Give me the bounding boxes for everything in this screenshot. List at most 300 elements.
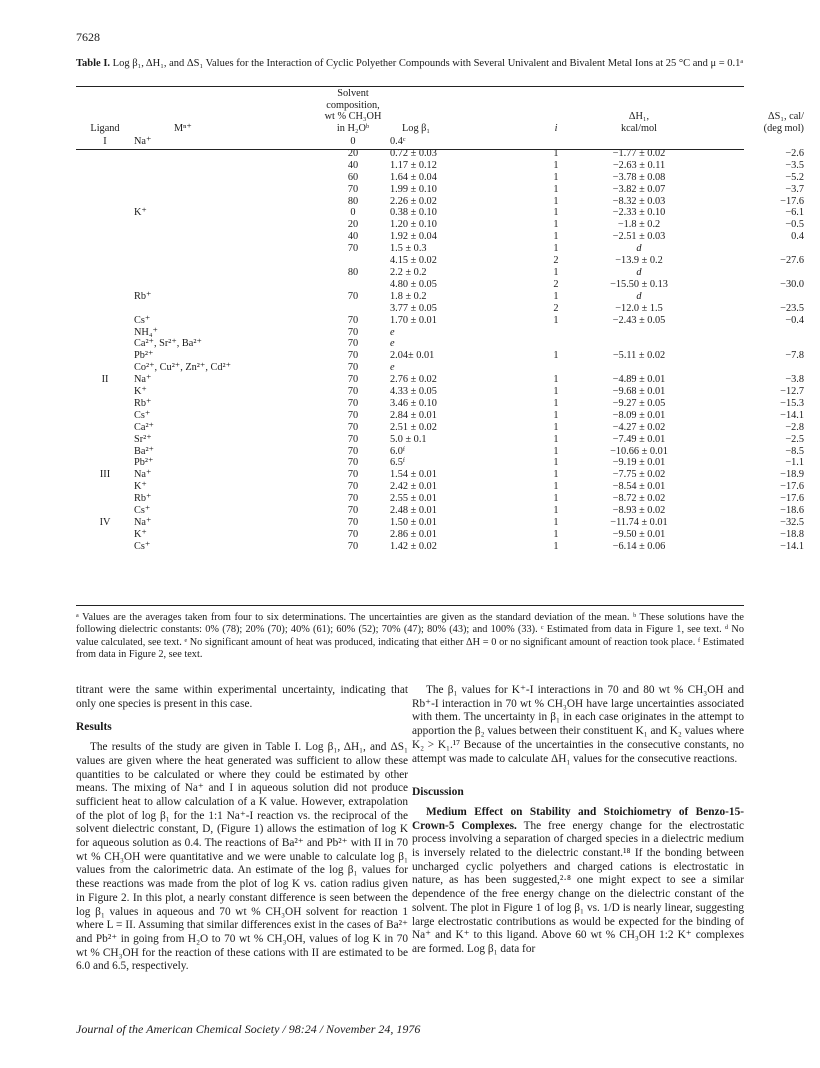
cell-dh: −2.33 ± 0.10: [612, 207, 666, 219]
cell-i: 1: [553, 505, 559, 517]
cell-ion: [134, 267, 324, 279]
cell-ligand: [76, 386, 134, 398]
table-row: [76, 517, 818, 529]
cell-ion: Cs⁺: [134, 314, 151, 326]
cell-dh: −13.9 ± 0.2: [615, 255, 663, 267]
cell-i: 1: [553, 469, 559, 481]
cell-dh: [584, 362, 694, 374]
table-row: [76, 291, 818, 303]
header-i: i: [554, 122, 558, 134]
cell-ligand: [76, 303, 134, 315]
cell-solvent: 70: [347, 457, 359, 469]
cell-ligand: [76, 184, 134, 196]
cell-solvent: 70: [347, 469, 359, 481]
cell-dh: −8.54 ± 0.01: [612, 481, 666, 493]
cell-ds: −2.5: [785, 433, 804, 445]
cell-ligand: [76, 291, 134, 303]
cell-ion: Pb²⁺: [134, 457, 154, 469]
table-header-row: [76, 88, 818, 136]
cell-solvent: 70: [347, 374, 359, 386]
cell-ds: −15.3: [780, 397, 804, 409]
cell-ligand: [76, 172, 134, 184]
cell-i: 1: [553, 421, 559, 433]
cell-ligand: [76, 196, 134, 208]
cell-ds: −32.5: [780, 517, 804, 528]
cell-i: 1: [553, 314, 559, 326]
cell-i: 1: [553, 147, 559, 159]
table-row: [76, 184, 818, 196]
cell-ds: −12.7: [780, 386, 804, 398]
cell-solvent: [324, 303, 382, 315]
cell-ds: −14.1: [780, 540, 804, 552]
cell-logb: 2.86 ± 0.01: [390, 528, 437, 540]
cell-ds: [694, 267, 818, 279]
cell-solvent: 60: [347, 171, 359, 183]
cell-i: 1: [553, 540, 559, 552]
cell-i: 1: [553, 481, 559, 493]
table-row: [76, 469, 818, 481]
cell-solvent: 70: [347, 409, 359, 421]
header-ion: Mⁿ⁺: [174, 122, 192, 134]
cell-solvent: 70: [347, 243, 359, 255]
cell-solvent: 70: [347, 326, 359, 338]
cell-ds: −3.7: [785, 183, 804, 195]
cell-solvent: 70: [347, 314, 359, 326]
cell-ds: −18.8: [780, 528, 804, 540]
discussion-paragraph: [412, 806, 744, 957]
cell-logb: 1.54 ± 0.01: [390, 469, 437, 481]
discussion-subheading: Medium Effect on Stability and Stoichiometry of Benzo-15-Crown-5 Complexes.: [412, 805, 744, 832]
cell-logb: 1.8 ± 0.2: [390, 290, 427, 302]
cell-ligand: [76, 422, 134, 434]
cell-ds: [694, 338, 818, 350]
cell-ion: Na⁺: [134, 136, 152, 147]
cell-ligand: I: [103, 136, 107, 147]
cell-solvent: 70: [347, 183, 359, 195]
table-body: [76, 136, 818, 553]
cell-dh: −7.75 ± 0.02: [612, 469, 666, 481]
cell-logb: 2.2 ± 0.2: [390, 266, 427, 278]
cell-solvent: 70: [347, 505, 359, 517]
table-row: [76, 136, 818, 148]
cell-solvent: 40: [347, 159, 359, 171]
cell-i: 1: [553, 290, 559, 302]
journal-footer: Journal of the American Chemical Society / 98:24 / November 24, 1976: [76, 1022, 421, 1036]
table-top-rule: [76, 86, 744, 87]
cell-logb: 2.26 ± 0.02: [390, 195, 437, 207]
cell-solvent: 70: [347, 528, 359, 540]
cell-logb: 0.72 ± 0.03: [390, 147, 437, 159]
cell-dh: −9.50 ± 0.01: [612, 528, 666, 540]
cell-ds: −7.8: [785, 350, 804, 362]
cell-logb: 1.5 ± 0.3: [390, 243, 427, 255]
cell-ligand: [76, 327, 134, 339]
cell-ion: K⁺: [134, 481, 147, 493]
cell-ds: [694, 362, 818, 374]
cell-ion: Cs⁺: [134, 540, 151, 552]
cell-i: 1: [553, 433, 559, 445]
cell-dh: −11.74 ± 0.01: [610, 517, 668, 528]
table-row: [76, 457, 818, 469]
cell-logb: 2.84 ± 0.01: [390, 409, 437, 421]
results-paragraph: The results of the study are given in Table I. Log β₁, ΔH₁, and ΔS₁ values are given where the heat generated was sufficient to allow these quantities to be calculated or where they could be estimated by other means. The mixing of Na⁺ and I in aqueous solution did not produce sufficient heat to allow calculation of a K value. However, extrapolation of the plot of log β₁ for the 1:1 Na⁺-I reaction vs. the reciprocal of the solvent dielectric constant, D, (Figure 1) allows the estimation of log K for aqueous solution as 0.4. The reactions of Ba²⁺ and Pb²⁺ with II in 70 wt % CH₃OH were quantitative and we were unable to calculate log β₁ values from the calorimetric data. An estimate of the log β₁ values for these reactions was made from the plot of log K vs. cation radius given in Figure 2. In this plot, a nearly constant difference is seen between the log β₁ values in aqueous and 70 wt % CH₃OH solvent for reaction 1 where L = II. Assuming that similar differences exist in the cases of Ba²⁺ and Pb²⁺ in going from H₂O to 70 wt % CH₃OH, values of log K in 70 wt % CH₃OH for the reaction of these cations with II are estimated to be 6.0 and 6.5, respectively.: [76, 741, 408, 973]
cell-i: 2: [553, 255, 559, 267]
cell-ligand: [76, 446, 134, 458]
header-ds: ΔS₁, cal/ (deg mol): [763, 111, 804, 134]
cell-logb: 2.04± 0.01: [390, 350, 435, 362]
cell-dh: −15.50 ± 0.13: [610, 278, 668, 290]
cell-ion: [134, 184, 324, 196]
cell-ds: −18.9: [780, 469, 804, 481]
cell-dh: −9.27 ± 0.05: [612, 397, 666, 409]
cell-logb: 0.38 ± 0.10: [390, 207, 437, 219]
cell-ion: [134, 303, 324, 315]
table-row: [76, 541, 818, 553]
cell-solvent: 80: [347, 195, 359, 207]
cell-solvent: 20: [347, 147, 359, 159]
cell-logb: 4.15 ± 0.02: [390, 255, 437, 267]
cell-solvent: 70: [347, 338, 359, 350]
cell-ion: Cs⁺: [134, 505, 151, 517]
cell-dh: −7.49 ± 0.01: [612, 433, 666, 445]
cell-ion: Rb⁺: [134, 290, 152, 302]
cell-logb: 1.20 ± 0.10: [390, 219, 437, 231]
cell-dh: −5.11 ± 0.02: [612, 350, 666, 362]
cell-ion: Na⁺: [134, 517, 152, 528]
table-row: [76, 303, 818, 315]
cell-dh: [584, 338, 694, 350]
cell-ds: −6.1: [785, 207, 804, 219]
table-row: [76, 398, 818, 410]
cell-dh: −8.93 ± 0.02: [612, 505, 666, 517]
cell-logb: e: [390, 338, 395, 350]
cell-i: [528, 362, 584, 374]
cell-dh: −12.0 ± 1.5: [615, 302, 663, 314]
cell-ds: 0.4: [791, 231, 804, 243]
cell-ds: −30.0: [780, 278, 804, 290]
cell-solvent: [324, 279, 382, 291]
cell-ion: [134, 255, 324, 267]
cell-i: 1: [553, 493, 559, 505]
table-row: [76, 481, 818, 493]
cell-ligand: [76, 315, 134, 327]
cell-dh: −3.82 ± 0.07: [612, 183, 666, 195]
table-row: [76, 243, 818, 255]
cell-ds: −8.5: [785, 445, 804, 457]
cell-ds: [694, 136, 818, 148]
cell-ligand: [76, 541, 134, 553]
cell-ligand: III: [99, 469, 111, 481]
cell-ds: −18.6: [780, 505, 804, 517]
cell-ligand: [76, 362, 134, 374]
cell-i: 1: [553, 350, 559, 362]
table-row: [76, 493, 818, 505]
table-row: [76, 505, 818, 517]
cell-solvent: 70: [347, 290, 359, 302]
cell-ion: Na⁺: [134, 374, 152, 386]
cell-i: 1: [553, 397, 559, 409]
table-row: [76, 374, 818, 386]
cell-logb: 1.50 ± 0.01: [390, 517, 437, 528]
cell-ligand: [76, 219, 134, 231]
cell-logb: e: [390, 326, 395, 338]
cell-solvent: 70: [347, 362, 359, 374]
cell-solvent: 70: [347, 517, 359, 528]
table-row: [76, 255, 818, 267]
cell-ligand: [76, 160, 134, 172]
cell-ds: −17.6: [780, 493, 804, 505]
table-row: [76, 231, 818, 243]
intro-paragraph: titrant were the same within experimental uncertainty, indicating that only one species is present in this case.: [76, 684, 408, 710]
cell-ligand: II: [101, 374, 109, 386]
cell-i: [528, 338, 584, 350]
discussion-text: The free energy change for the electrostatic process involving a separation of charged species in a dielectric medium is inversely related to the dielectric constant.¹⁸ If the bonding between uncharged cyclic polyethers and charged cations is electrostatic in nature, as has been suggested,²·⁸ one might expect to see a similar dependence of the free energy change on the dielectric constant of the solvent. The plot in Figure 1 of log β₁ vs. 1/D is nearly linear, suggesting large electrostatic contributions as would be expected for the binding of Na⁺ and K⁺ to this ligand. Above 60 wt % CH₃OH 1:2 K⁺ complexes are formed. Log β₁ data for: [412, 819, 745, 955]
header-ligand: Ligand: [90, 122, 120, 134]
cell-i: 1: [553, 457, 559, 469]
cell-i: 1: [553, 231, 559, 243]
cell-i: 1: [553, 243, 559, 255]
table-row: [76, 327, 818, 339]
table-row: [76, 279, 818, 291]
cell-solvent: 70: [347, 481, 359, 493]
table-header-rule: [76, 149, 744, 150]
cell-i: 1: [553, 159, 559, 171]
cell-i: 1: [553, 374, 559, 386]
cell-dh: −8.09 ± 0.01: [612, 409, 666, 421]
cell-solvent: 70: [347, 493, 359, 505]
table-row: [76, 207, 818, 219]
cell-solvent: 40: [347, 231, 359, 243]
cell-solvent: 70: [347, 397, 359, 409]
header-dh: ΔH₁, kcal/mol: [620, 111, 658, 134]
table-row: [76, 386, 818, 398]
cell-ion: Rb⁺: [134, 493, 152, 505]
table-row: [76, 434, 818, 446]
cell-dh: −1.77 ± 0.02: [612, 147, 666, 159]
cell-ion: Ca²⁺: [134, 421, 154, 433]
cell-logb: 2.51 ± 0.02: [390, 421, 437, 433]
cell-dh: −4.27 ± 0.02: [612, 421, 666, 433]
cell-ligand: [76, 207, 134, 219]
cell-i: 1: [553, 517, 559, 528]
table-row: [76, 172, 818, 184]
cell-logb: 2.55 ± 0.01: [390, 493, 437, 505]
cell-ion: Pb²⁺: [134, 350, 154, 362]
cell-ligand: [76, 243, 134, 255]
cell-dh: −3.78 ± 0.08: [612, 171, 666, 183]
cell-dh: −1.8 ± 0.2: [617, 219, 661, 231]
cell-ligand: [76, 410, 134, 422]
table-row: [76, 529, 818, 541]
cell-logb: 6.5ᶠ: [390, 457, 406, 469]
cell-ion: Sr²⁺: [134, 433, 152, 445]
cell-logb: 2.48 ± 0.01: [390, 505, 437, 517]
cell-ion: Ba²⁺: [134, 445, 154, 457]
cell-ion: [134, 172, 324, 184]
cell-i: 1: [553, 171, 559, 183]
cell-solvent: 70: [347, 445, 359, 457]
cell-i: 1: [553, 409, 559, 421]
cell-solvent: 70: [347, 386, 359, 398]
cell-solvent: 70: [347, 350, 359, 362]
table-caption: [76, 58, 744, 70]
cell-dh: −4.89 ± 0.01: [612, 374, 666, 386]
cell-ion: [134, 243, 324, 255]
cell-i: 2: [553, 278, 559, 290]
cell-ion: [134, 196, 324, 208]
cell-ligand: [76, 231, 134, 243]
cell-logb: 3.46 ± 0.10: [390, 397, 437, 409]
cell-ion: [134, 231, 324, 243]
header-logb: Log β₁: [402, 122, 430, 134]
data-table: [76, 88, 804, 553]
table-row: [76, 422, 818, 434]
cell-ligand: [76, 267, 134, 279]
cell-ds: [694, 327, 818, 339]
cell-solvent: 70: [347, 540, 359, 552]
cell-dh: −2.63 ± 0.11: [612, 159, 666, 171]
cell-ion: [134, 219, 324, 231]
table-title: Log β₁, ΔH₁, and ΔS₁ Values for the Interaction of Cyclic Polyether Compounds with Several Univalent and Bivalent Metal Ions at 25 °C and μ = 0.1ᵃ: [112, 58, 744, 69]
table-row: [76, 160, 818, 172]
cell-ligand: [76, 457, 134, 469]
cell-i: 2: [553, 302, 559, 314]
table-bottom-rule: [76, 605, 744, 606]
cell-dh: −8.72 ± 0.02: [612, 493, 666, 505]
cell-logb: e: [390, 362, 395, 374]
cell-ds: [694, 291, 818, 303]
cell-logb: 0.4ᶜ: [390, 136, 406, 147]
discussion-heading: Discussion: [412, 786, 464, 799]
cell-ds: [694, 243, 818, 255]
cell-i: 1: [553, 219, 559, 231]
cell-dh: [584, 327, 694, 339]
cell-logb: 1.17 ± 0.12: [390, 159, 437, 171]
cell-ligand: [76, 481, 134, 493]
table-row: [76, 267, 818, 279]
cell-ds: −23.5: [780, 302, 804, 314]
cell-logb: 1.70 ± 0.01: [390, 314, 437, 326]
table-row: [76, 362, 818, 374]
cell-ds: −0.5: [785, 219, 804, 231]
cell-solvent: 70: [347, 421, 359, 433]
cell-ds: −3.8: [785, 374, 804, 386]
cell-ligand: [76, 350, 134, 362]
table-row: [76, 196, 818, 208]
cell-dh: −2.51 ± 0.03: [612, 231, 666, 243]
cell-i: [528, 136, 584, 148]
cell-logb: 1.64 ± 0.04: [390, 171, 437, 183]
cell-ion: K⁺: [134, 386, 147, 398]
table-row: [76, 338, 818, 350]
results-heading: Results: [76, 721, 112, 734]
left-column: [76, 684, 408, 974]
cell-ion: K⁺: [134, 528, 147, 540]
cell-ion: Na⁺: [134, 469, 152, 481]
cell-logb: 3.77 ± 0.05: [390, 302, 437, 314]
cell-solvent: [324, 255, 382, 267]
cell-solvent: 70: [347, 433, 359, 445]
cell-ligand: [76, 338, 134, 350]
cell-i: [528, 327, 584, 339]
cell-logb: 1.99 ± 0.10: [390, 183, 437, 195]
cell-dh: −9.68 ± 0.01: [612, 386, 666, 398]
cell-i: 1: [553, 386, 559, 398]
cell-ligand: [76, 279, 134, 291]
table-row: [76, 219, 818, 231]
cell-ligand: [76, 398, 134, 410]
cell-ion: [134, 279, 324, 291]
cell-ion: Cs⁺: [134, 409, 151, 421]
uncertainty-paragraph: The β₁ values for K⁺-I interactions in 70 and 80 wt % CH₃OH and Rb⁺-I interaction in 70 wt % CH₃OH have large uncertainties associated with them. The uncertainty in β₁ in each case originates in the attempt to apportion the β₂ values between their constituent K₁ and K₂ values where K₂ > K₁.¹⁷ Because of the uncertainties in the consecutive constants, no attempt was made to calculate ΔH₁ values for the consecutive reactions.: [412, 684, 744, 765]
cell-ds: −17.6: [780, 195, 804, 207]
cell-dh: d: [636, 290, 642, 302]
cell-ligand: [76, 493, 134, 505]
cell-ds: −27.6: [780, 255, 804, 267]
cell-ion: Ca²⁺, Sr²⁺, Ba²⁺: [134, 338, 202, 350]
cell-i: 1: [553, 266, 559, 278]
cell-ion: Co²⁺, Cu²⁺, Zn²⁺, Cd²⁺: [134, 362, 232, 374]
cell-i: 1: [553, 195, 559, 207]
cell-ds: −14.1: [780, 409, 804, 421]
cell-logb: 1.92 ± 0.04: [390, 231, 437, 243]
cell-dh: −2.43 ± 0.05: [612, 314, 666, 326]
cell-logb: 2.42 ± 0.01: [390, 481, 437, 493]
cell-ligand: [76, 434, 134, 446]
cell-ion: NH₄⁺: [134, 326, 158, 338]
cell-ligand: [76, 255, 134, 267]
cell-i: 1: [553, 528, 559, 540]
cell-ds: −5.2: [785, 171, 804, 183]
cell-dh: −10.66 ± 0.01: [610, 445, 668, 457]
cell-ds: −2.6: [785, 147, 804, 159]
table-label: Table I.: [76, 58, 111, 69]
cell-i: 1: [553, 207, 559, 219]
table-row: [76, 350, 818, 362]
cell-ion: [134, 160, 324, 172]
cell-dh: −9.19 ± 0.01: [612, 457, 666, 469]
cell-dh: −6.14 ± 0.06: [612, 540, 666, 552]
cell-logb: 5.0 ± 0.1: [390, 433, 427, 445]
cell-logb: 2.76 ± 0.02: [390, 374, 437, 386]
cell-logb: 4.80 ± 0.05: [390, 278, 437, 290]
cell-ligand: [76, 505, 134, 517]
cell-ion: Rb⁺: [134, 397, 152, 409]
cell-dh: d: [636, 243, 642, 255]
cell-dh: [584, 136, 694, 148]
cell-i: 1: [553, 445, 559, 457]
cell-ds: −17.6: [780, 481, 804, 493]
cell-solvent: 20: [347, 219, 359, 231]
cell-ds: −1.1: [785, 457, 804, 469]
cell-ion: K⁺: [134, 207, 147, 219]
cell-solvent: 80: [347, 266, 359, 278]
table-row: [76, 410, 818, 422]
cell-i: 1: [553, 183, 559, 195]
cell-ds: −3.5: [785, 159, 804, 171]
cell-logb: 1.42 ± 0.02: [390, 540, 437, 552]
table-footnotes: ᵃ Values are the averages taken from four to six determinations. The uncertainties are given as the standard deviation of the mean. ᵇ These solutions have the following dielectric constants: 0% (78); 20% (70); 40% (61); 60% (52); 70% (47); 80% (43); and 100% (33). ᶜ Estimated from data in Figure 1, see text. ᵈ No value calculated, see text. ᵉ No significant amount of heat was produced, indicating that either ΔH = 0 or no significant amount of reaction took place. ᶠ Estimated from data in Figure 2, see text.: [76, 612, 744, 660]
cell-ds: −0.4: [785, 314, 804, 326]
table-row: [76, 315, 818, 327]
cell-solvent: 0: [350, 207, 356, 219]
page-number: 7628: [76, 30, 100, 44]
cell-ligand: IV: [99, 517, 111, 528]
cell-solvent: 0: [350, 136, 356, 147]
right-column: [412, 684, 744, 957]
header-solvent: Solvent composition, wt % CH₃OH in H₂Oᵇ: [324, 88, 382, 134]
cell-logb: 6.0ᶠ: [390, 445, 406, 457]
